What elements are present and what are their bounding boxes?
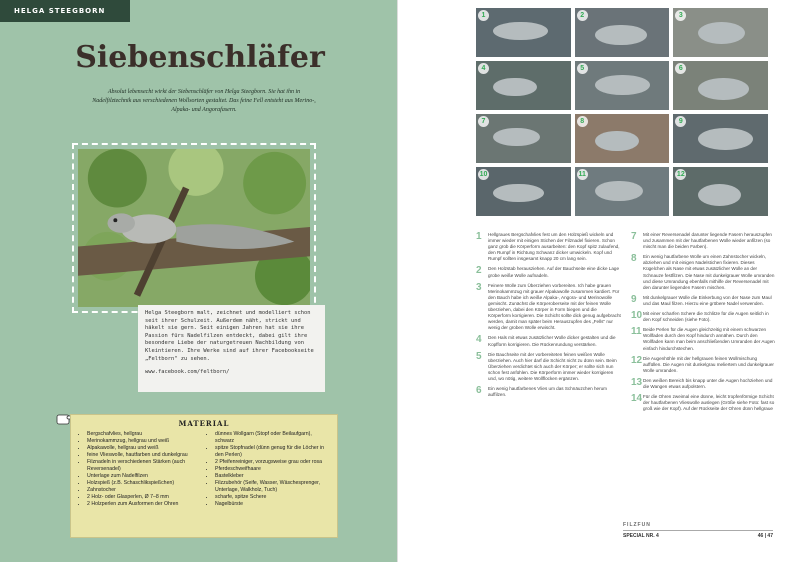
material-item: • 2 Holzperlen zum Ausformen der Ohren bbox=[87, 501, 201, 508]
material-col-1 bbox=[79, 431, 201, 508]
step-photo bbox=[476, 114, 571, 163]
instruction-step bbox=[476, 335, 621, 347]
step-number: 6 bbox=[476, 385, 482, 397]
material-item: • dünnes Wollgarn (Stopf oder Beilaufgarn), schwarz bbox=[215, 431, 329, 445]
step-photo-grid bbox=[476, 8, 768, 216]
step-number-badge: 5 bbox=[577, 63, 588, 74]
step-photo bbox=[476, 8, 571, 57]
step-text: Den Holzstab herausziehen. Auf der Bauchseite eine dicke Lage grobe weiße Wolle aufnadeln. bbox=[488, 266, 620, 278]
step-number-badge: 6 bbox=[675, 63, 686, 74]
instruction-step bbox=[631, 327, 776, 351]
felt-shape bbox=[595, 25, 646, 46]
felt-shape bbox=[595, 75, 650, 96]
left-page bbox=[0, 0, 397, 562]
dormouse-photo bbox=[78, 149, 310, 307]
felt-shape bbox=[493, 184, 544, 203]
felt-shape bbox=[493, 78, 537, 97]
felt-shape bbox=[493, 128, 540, 147]
felt-shape bbox=[595, 181, 642, 202]
instruction-step bbox=[631, 378, 776, 390]
article-title: Siebenschläfer bbox=[75, 40, 325, 75]
material-item: • Bergschafvlies, hellgrau bbox=[87, 431, 201, 438]
material-item: • Pferdeschweifhaare bbox=[215, 466, 329, 473]
felt-shape bbox=[698, 184, 742, 207]
step-number-badge: 9 bbox=[675, 116, 686, 127]
bio-text: Helga Steegborn malt, zeichnet und modelliert schon seit ihrer Schulzeit. Außerdem näht, strickt und häkelt sie gern. Seit einigen Jahren hat sie ihre Passion fürs Nadelfilzen entdeckt, dabei gilt ihre besondere Liebe der naturgetreuen Nachbildung von Kleintieren. Ihre Werke sind auf ihrer Facebookseite „Feltborn" zu sehen. bbox=[145, 310, 314, 362]
footer-brand: FILZFUN bbox=[623, 522, 651, 528]
material-item: • feine Vlieswolle, hautfarben und dunkelgrau bbox=[87, 452, 201, 459]
material-item: • Filznadeln in verschiedenen Stärken (auch Reversenadel) bbox=[87, 459, 201, 473]
footer-pages: 46 | 47 bbox=[757, 533, 773, 539]
material-item: • 2 Holz- oder Glasperlen, Ø 7–8 mm bbox=[87, 494, 201, 501]
footer-row bbox=[623, 530, 773, 539]
step-photo bbox=[673, 8, 768, 57]
instruction-step bbox=[631, 232, 776, 250]
step-number: 9 bbox=[631, 293, 637, 305]
material-columns bbox=[79, 431, 329, 508]
dormouse-illustration bbox=[78, 149, 310, 307]
step-number: 11 bbox=[631, 326, 642, 338]
step-text: Den weißen Bereich bis knapp unter die Augen hochziehen und die Wangen etwas aufpolstern. bbox=[643, 377, 773, 389]
instructions-col-1 bbox=[476, 232, 621, 517]
material-title: MATERIAL bbox=[178, 419, 230, 428]
material-box bbox=[70, 414, 338, 538]
step-text: Ein wenig hautfarbene Wolle um einen Zahnstocher wickeln, abziehen und mit einigen Nadelstichen fixieren. Dieses Kügelchen als Nase mit etwas zusätzlicher Wolle an der Schnauze festfilzen. Die Nase mit dunkelgrauer Wolle umranden und diese Umrandung ebenfalls mithilfe der Reversenadel mit den darunter liegenden Fasern mischen. bbox=[643, 254, 775, 290]
step-text: Hellgraues Bergschafvlies fest um den Holzspieß wickeln und immer wieder mit einigen Stichen der Filznadel fixieren. Schon ganz grob die Körperform ausarbeiten: den Kopf spitz zulaufend, den Rumpf in Richtung Schwanz dicker umwickeln. Kopf und Rumpf sollten insgesamt knapp 20 cm lang sein. bbox=[488, 232, 620, 262]
facebook-link[interactable]: www.facebook.com/feltborn/ bbox=[145, 369, 230, 376]
instruction-step bbox=[476, 386, 621, 398]
step-number: 5 bbox=[476, 350, 482, 362]
step-text: Beide Perlen für die Augen gleichzeitig mit einem schwarzen Wollfaden durch den Kopf hindurch annähen. Durch den Wollfaden kann man beim anschließenden Umranden der Augen einfach hindurchstechen. bbox=[643, 327, 775, 351]
step-text: Den Hals mit etwas zusätzlicher Wolle dicker gestalten und die Kopfform korrigieren. Die Rückenrundung verstärken. bbox=[488, 335, 616, 347]
step-number: 8 bbox=[631, 253, 637, 265]
step-text: Die Bauchseite mit der vorbereiteten feinen weißen Wolle überziehen. Auch hier darf die Schicht nicht zu dünn sein. Beim Überziehen verdichtet sich auch der Körper; er sollte sich nun schon fest anfühlen. Die Körperform immer wieder korrigieren und, wo nötig, weitere Wollflocken ergänzen. bbox=[488, 351, 617, 381]
material-item: • Alpakawolle, hellgrau und weiß bbox=[87, 445, 201, 452]
material-item: • Merinokammzug, hellgrau und weiß bbox=[87, 438, 201, 445]
felt-shape bbox=[698, 128, 753, 151]
material-item: • Unterlage zum Nadelfilzen bbox=[87, 473, 201, 480]
felt-shape bbox=[493, 22, 548, 41]
step-number: 7 bbox=[631, 231, 637, 242]
material-item: • Zahnstocher bbox=[87, 487, 201, 494]
step-photo bbox=[575, 167, 670, 216]
step-number-badge: 3 bbox=[675, 10, 686, 21]
instruction-step bbox=[631, 254, 776, 291]
step-photo bbox=[673, 61, 768, 110]
step-photo bbox=[673, 167, 768, 216]
instruction-step bbox=[631, 311, 776, 323]
step-number: 4 bbox=[476, 334, 482, 346]
photo-frame bbox=[72, 143, 316, 313]
bio-box bbox=[138, 305, 325, 392]
step-number: 14 bbox=[631, 393, 643, 405]
instructions-col-2 bbox=[631, 232, 776, 517]
material-item: • Nagelbürste bbox=[215, 501, 329, 508]
author-tab: HELGA STEEGBORN bbox=[0, 0, 130, 22]
step-text: Mit einer scharfen Schere die Schlitze für die Augen seitlich in den Kopf schneiden (siehe Foto). bbox=[643, 311, 769, 323]
footer-issue: SPECIAL NR. 4 bbox=[623, 533, 659, 539]
instruction-step bbox=[476, 266, 621, 278]
step-number-badge: 8 bbox=[577, 116, 588, 127]
step-text: Ein wenig hautfarbenes Vlies um das Schnäuzchen herum auffilzen. bbox=[488, 386, 607, 398]
step-text: Mit einer Reversenadel darunter liegende Fasern herauszupfen und zusammen mit der hautfarbenen Wolle wieder anfilzen (so mischt man die beiden Farben). bbox=[643, 232, 772, 250]
material-item: • Holzspieß (z.B. Schaschlikspießchen) bbox=[87, 480, 201, 487]
felt-shape bbox=[698, 22, 745, 45]
instruction-step bbox=[476, 283, 621, 332]
material-item: • spitze Stopfnadel (dünn genug für die Löcher in den Perlen) bbox=[215, 445, 329, 459]
step-number-badge: 2 bbox=[577, 10, 588, 21]
step-number-badge: 4 bbox=[478, 63, 489, 74]
material-item: • 2 Pfeifenreiniger, vorzugsweise grau oder rosa bbox=[215, 459, 329, 466]
instruction-step bbox=[631, 394, 776, 412]
step-number-badge: 11 bbox=[578, 171, 586, 178]
instruction-step bbox=[631, 295, 776, 307]
step-number: 2 bbox=[476, 265, 482, 277]
step-photo bbox=[575, 61, 670, 110]
step-photo bbox=[575, 8, 670, 57]
felt-shape bbox=[698, 78, 749, 101]
material-col-2 bbox=[207, 431, 329, 508]
step-photo bbox=[575, 114, 670, 163]
instructions bbox=[476, 232, 776, 517]
step-text: Mit dunkelgrauer Wolle die Einkerbung von der Nase zum Maul und das Maul filzen. Hierzu eine gröbere Nadel verwenden. bbox=[643, 294, 772, 306]
material-item: • scharfe, spitze Schere bbox=[215, 494, 329, 501]
step-photo bbox=[476, 61, 571, 110]
step-number: 10 bbox=[631, 310, 643, 322]
instruction-step bbox=[476, 352, 621, 382]
intro-text: Absolut lebensecht wirkt der Siebenschläfer von Helga Steegborn. Sie hat ihn in Nadelfilztechnik aus verschiedenen Wollsorten gestaltet. Das feine Fell entsteht aus Merino-, Alpaka- und Angorafasern. bbox=[92, 89, 316, 113]
step-number-badge: 1 bbox=[478, 10, 489, 21]
step-photo bbox=[673, 114, 768, 163]
page-footer bbox=[623, 522, 773, 539]
instruction-step bbox=[476, 232, 621, 262]
step-text: Feinere Wolle zum Überziehen vorbereiten. Ich habe grauen Merinokammzug mit grauer Alpakawolle zusammen kardiert. Für den Bauch habe ich weiße Alpaka-, Angora- und Merinowolle gemischt. Zunächst die Körperoberseite mit der feinen Wolle überziehen, dabei den Körper in Form biegen und die Körperform korrigieren. Die Schicht sollte dick genug aufgebracht werden, damit man später beim Herauszupfen des „Fells" nur wenig der groben Wolle erwischt. bbox=[488, 282, 621, 331]
step-number-badge: 7 bbox=[478, 116, 489, 127]
step-text: Die Augenhöhle mit der hellgrauen feinen Wollmischung auffüllen. Die Augen mit dunkelgrau meliertem und dunkelgrauer Wolle umranden. bbox=[643, 355, 774, 373]
step-number: 13 bbox=[631, 376, 643, 388]
step-text: Für die Ohren zweimal eine dünne, leicht tropfenförmige Schicht der hautfarbenen Vlieswolle auslegen (Größe siehe Foto: fast so groß wie der Kopf). Auf der Rückseite der Ohren dünn hellgraue bbox=[643, 394, 775, 412]
material-item: • Bastelkleber bbox=[215, 473, 329, 480]
instruction-step bbox=[631, 356, 776, 374]
step-number-badge: 10 bbox=[479, 171, 488, 178]
material-item: • Filzzubehör (Seife, Wasser, Wäschesprenger, Unterlage, Walkholz, Tuch) bbox=[215, 480, 329, 494]
step-number: 1 bbox=[476, 231, 482, 242]
step-number-badge: 12 bbox=[676, 171, 685, 178]
step-number: 3 bbox=[476, 281, 482, 293]
step-number: 12 bbox=[631, 354, 643, 366]
felt-shape bbox=[595, 131, 639, 152]
step-photo bbox=[476, 167, 571, 216]
